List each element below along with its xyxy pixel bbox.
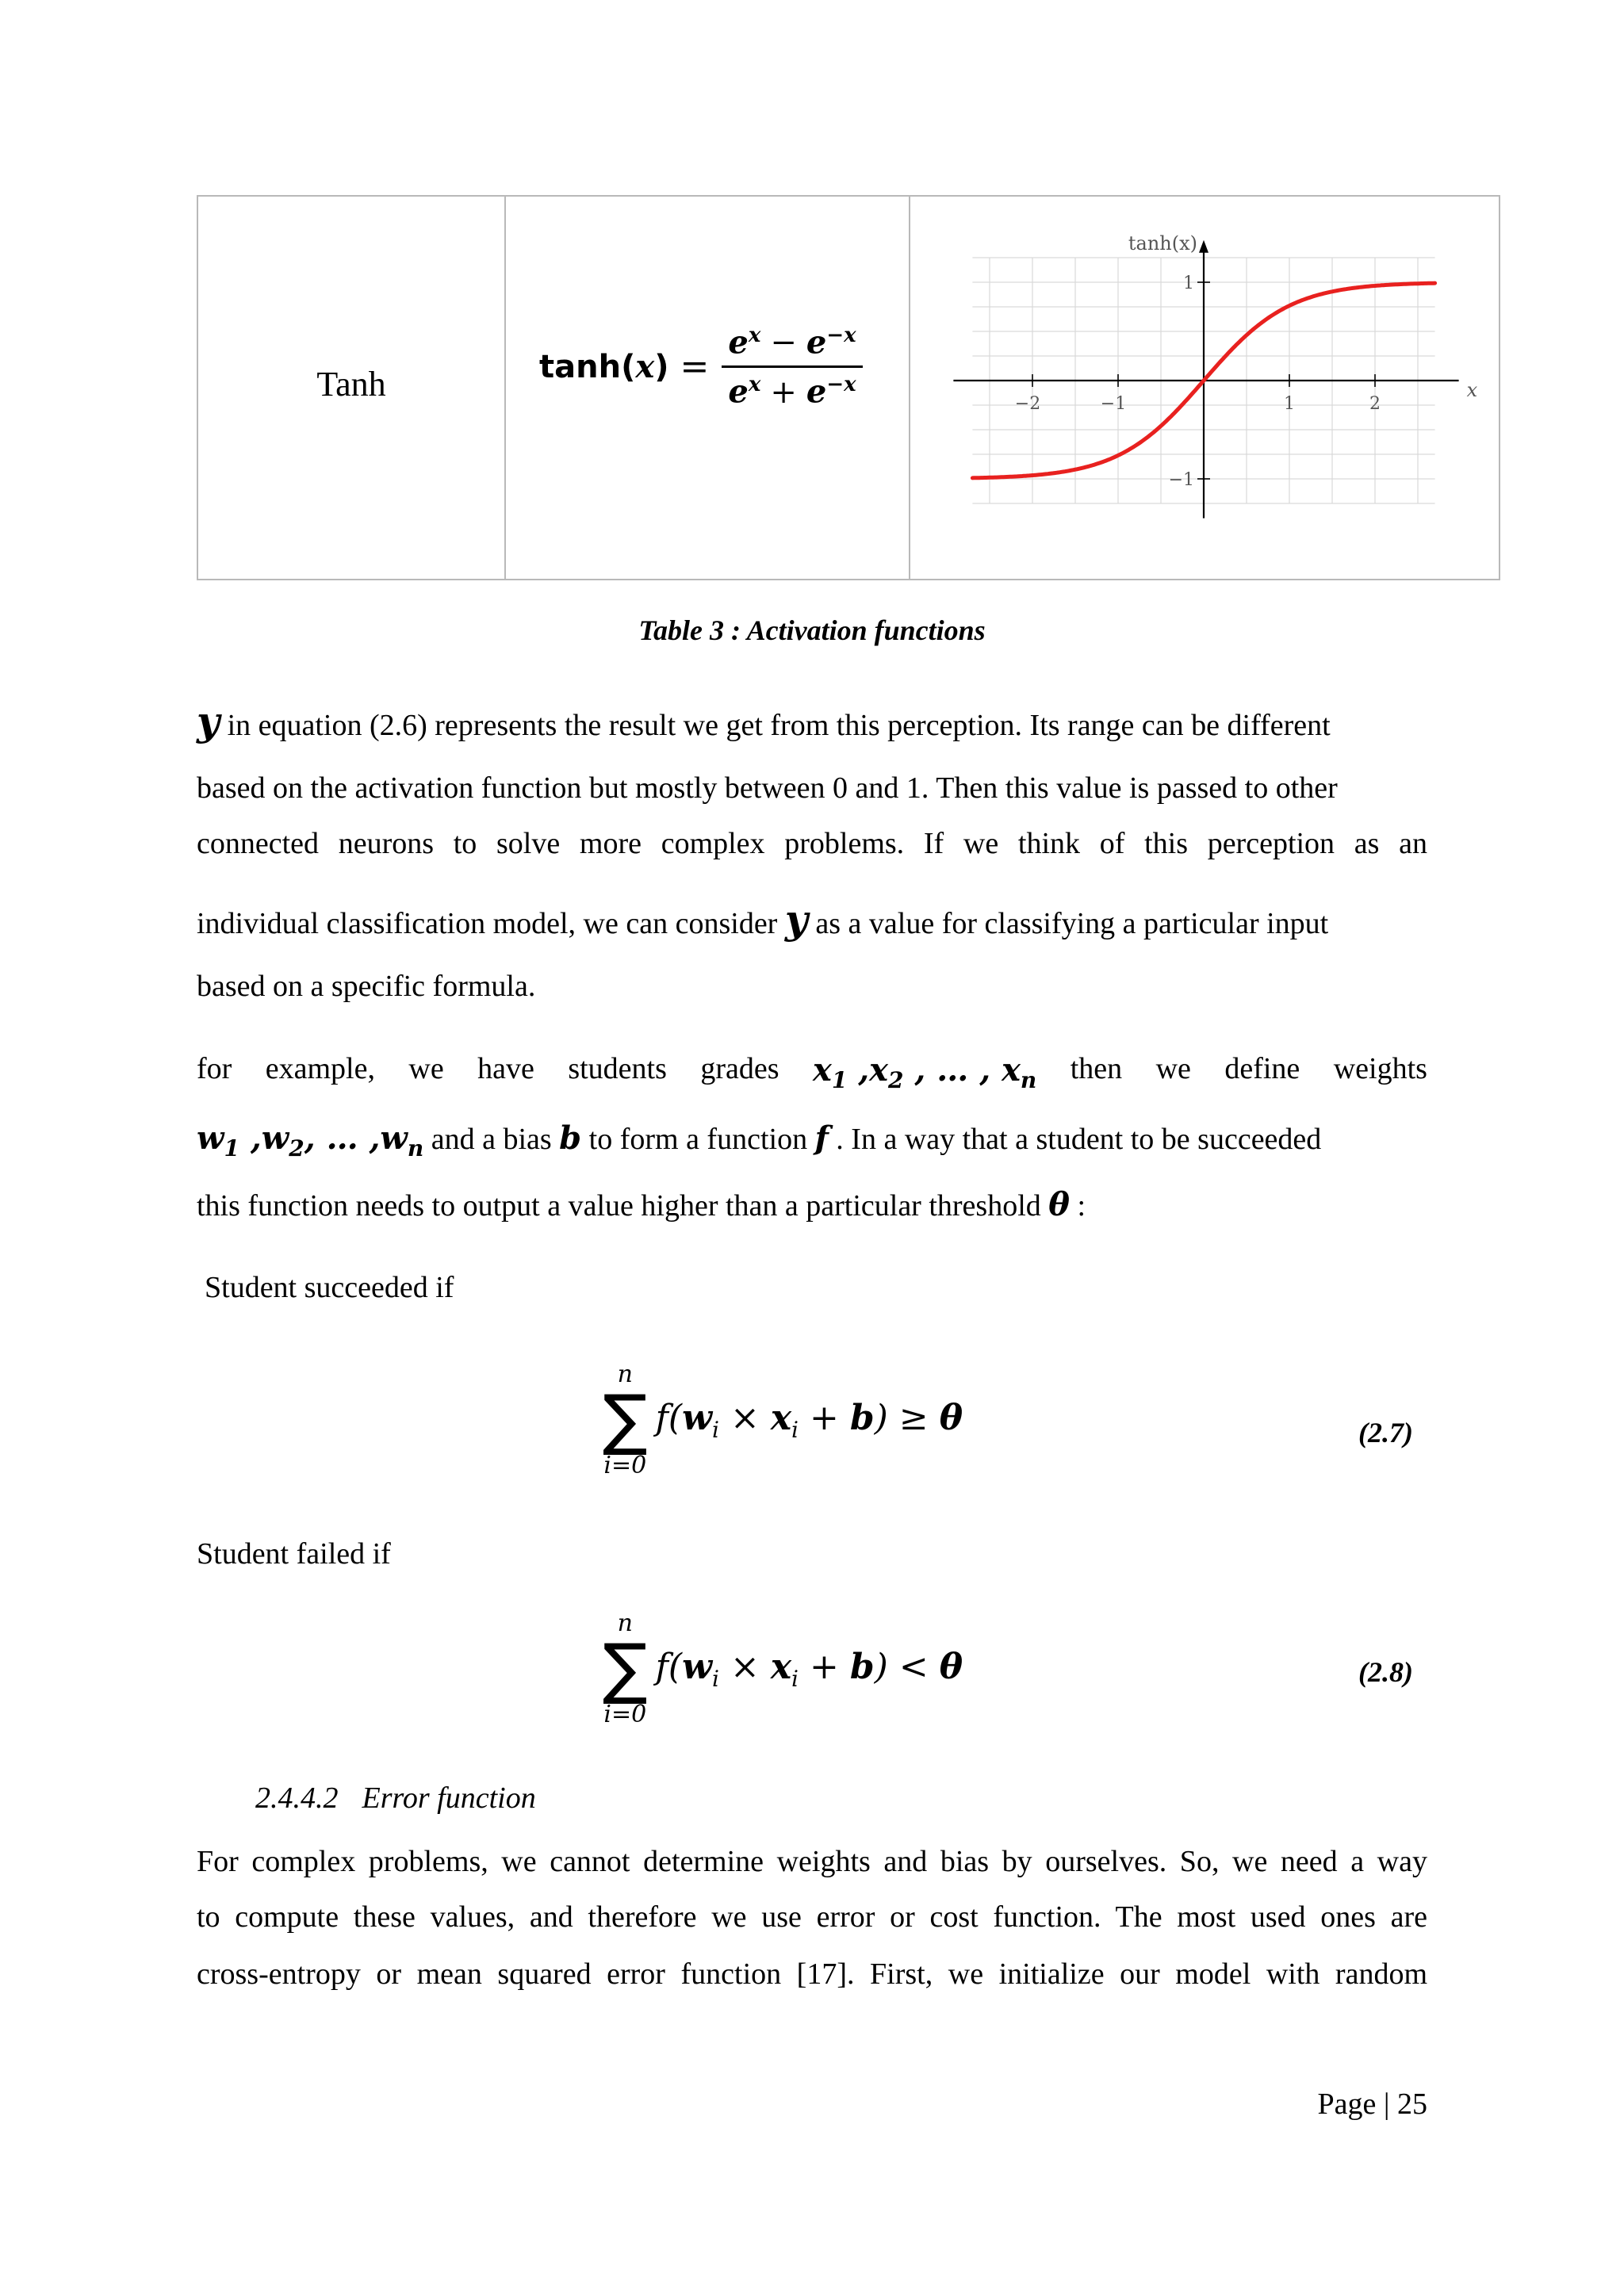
formula-lhs: tanh(x) [539, 348, 669, 386]
math-w-sequence: $w_1$ $,w_2$, … $,w_n$ [197, 1119, 424, 1161]
word: example, [265, 1052, 375, 1085]
sum-lower-limit: i=0 [603, 1700, 647, 1728]
formula-equals: = [680, 346, 710, 388]
table-cell-graph [910, 197, 1499, 579]
y-axis-arrow [1199, 240, 1208, 253]
p1-line-4-post: as a value for classifying a particular input [807, 907, 1329, 940]
word: have [477, 1052, 534, 1085]
table-caption: Table 3 : Activation functions [638, 614, 986, 646]
p3-line-3: cross-entropy or mean squared error function [17]. First, we initialize our model with random [197, 1957, 1427, 1991]
formula-var: x [635, 348, 655, 386]
formula-denominator: $e^x + e^{-x}$ [728, 373, 856, 411]
equation-body: $f(w_i \times x_i + b) \ge \theta$ [655, 1397, 963, 1443]
math-x-sequence: $x_1$ $,x_2$ , … , $x_n$ [812, 1051, 1037, 1093]
p2-text: this function needs to output a value higher than a particular threshold [197, 1189, 1049, 1223]
x-tick-label: 2 [1369, 394, 1381, 414]
p1-line-5: based on a specific formula. [197, 970, 536, 1003]
equation-2-8 [603, 1609, 963, 1728]
math-var-y: y [784, 896, 808, 943]
activation-table [197, 195, 1500, 580]
math-var-f: f [814, 1119, 829, 1157]
equation-number: (2.7) [1358, 1417, 1413, 1448]
equation-number: (2.8) [1358, 1656, 1413, 1688]
table-cell-formula [506, 197, 910, 579]
p1-line-1-text: in equation (2.6) represents the result we get from this perception. Its range can be different [220, 709, 1331, 742]
x-tick-label: −2 [1014, 394, 1041, 414]
formula-numerator: $e^x - e^{-x}$ [728, 323, 856, 362]
p1-line-1 [197, 698, 1427, 745]
p2-text: and a bias [423, 1123, 560, 1156]
equation-2-7 [603, 1360, 963, 1479]
math-var-y: y [197, 698, 220, 744]
section-number: 2.4.4.2 [255, 1781, 339, 1815]
sigma-symbol: ∑ [603, 1629, 648, 1707]
formula-fraction [722, 323, 862, 411]
function-name: Tanh [316, 364, 386, 404]
word: define [1224, 1052, 1300, 1085]
formula-fn: tanh [539, 349, 622, 386]
y-tick-label: 1 [1183, 274, 1194, 293]
succeeded-label: Student succeeded if [205, 1271, 454, 1304]
page-number: Page | 25 [1317, 2087, 1427, 2121]
word: for [197, 1052, 232, 1085]
p2-text: . In a way that a student to be succeeded [828, 1123, 1322, 1156]
x-axis-label: x [1466, 379, 1478, 401]
x-tick-label: −1 [1100, 394, 1127, 414]
word: we [1155, 1052, 1191, 1085]
p2-line-3 [197, 1186, 1427, 1225]
p3-line-1: For complex problems, we cannot determine weights and bias by ourselves. So, we need a way [197, 1845, 1427, 1878]
sigma-symbol: ∑ [603, 1380, 648, 1458]
failed-label: Student failed if [197, 1537, 391, 1571]
sum-upper-limit: n [617, 1360, 633, 1388]
summation [603, 1609, 648, 1728]
p1-line-3: connected neurons to solve more complex problems. If we think of this perception as an [197, 827, 1427, 860]
p1-line-2: based on the activation function but mostly between 0 and 1. Then this value is passed to other [197, 771, 1338, 805]
y-axis-label: tanh(x) [1128, 232, 1197, 254]
section-heading [255, 1781, 536, 1816]
p2-text: to form a function [581, 1123, 815, 1156]
sum-upper-limit: n [617, 1609, 633, 1637]
p2-text: : [1069, 1189, 1086, 1223]
p1-line-4 [197, 896, 1427, 943]
word: then [1070, 1052, 1123, 1085]
section-title: Error function [362, 1781, 536, 1815]
math-var-theta: θ [1048, 1186, 1070, 1223]
table-cell-name [198, 197, 506, 579]
word: grades [700, 1052, 779, 1085]
fraction-bar [722, 365, 862, 368]
p2-line-1 [197, 1051, 1427, 1093]
word: students [568, 1052, 667, 1085]
p3-line-2: to compute these values, and therefore we use error or cost function. The most used ones are [197, 1900, 1427, 1934]
math-var-b: b [559, 1119, 582, 1157]
p2-line-2 [197, 1119, 1427, 1162]
equation-body: $f(w_i \times x_i + b) < \theta$ [655, 1646, 963, 1692]
tanh-formula [539, 323, 863, 411]
y-tick-label: −1 [1168, 470, 1194, 490]
p1-line-4-pre: individual classification model, we can consider [197, 907, 785, 940]
word: weights [1333, 1052, 1427, 1085]
sum-lower-limit: i=0 [603, 1451, 647, 1479]
summation [603, 1360, 648, 1479]
word: we [408, 1052, 444, 1085]
tanh-chart [910, 197, 1497, 579]
x-tick-label: 1 [1284, 394, 1295, 414]
